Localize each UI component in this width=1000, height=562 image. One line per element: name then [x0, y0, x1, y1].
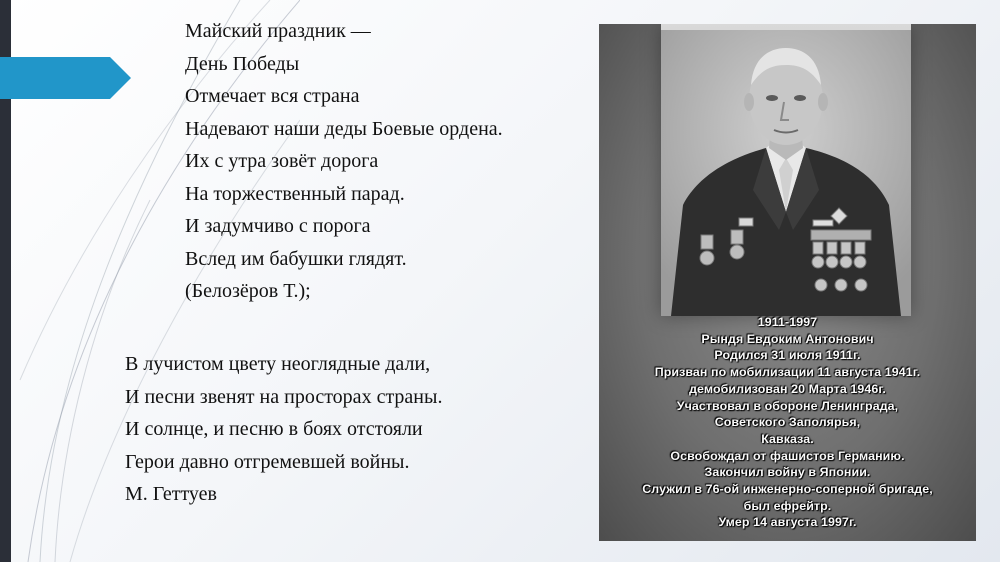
- poem-line: Отмечает вся страна: [185, 85, 360, 107]
- caption-line: был ефрейтр.: [743, 498, 832, 513]
- caption-line: Умер 14 августа 1997г.: [718, 515, 857, 530]
- caption-line: Призван по мобилизации 11 августа 1941г.: [654, 365, 921, 380]
- poem-line: Надевают наши деды Боевые ордена.: [185, 117, 503, 140]
- caption-line: Служил в 76-ой инженерно-соперной бригаде,: [642, 482, 933, 497]
- veteran-photo-card: [599, 24, 976, 541]
- caption-line: Участвовал в обороне Ленинграда,: [676, 398, 899, 413]
- veteran-portrait-image: [661, 30, 911, 316]
- caption-line: Кавказа.: [761, 431, 814, 446]
- poem-line: Герои давно отгремевшей войны.: [125, 450, 410, 473]
- arrow-pentagon-icon: [0, 57, 131, 99]
- poem-line: День Победы: [185, 52, 300, 75]
- poem-line: И песни звенят на просторах страны.: [125, 385, 443, 408]
- veteran-biography-caption: [599, 314, 976, 531]
- poem-author: (Белозёров Т.);: [185, 280, 311, 302]
- poem-author: М. Геттуев: [125, 483, 217, 505]
- caption-line: 1911-1997: [757, 315, 818, 329]
- caption-line: демобилизован 20 Марта 1946г.: [689, 381, 886, 396]
- poem-line: И задумчиво с порога: [185, 215, 371, 237]
- caption-line: Советского Заполярья,: [714, 415, 861, 430]
- caption-line: Родился 31 июля 1911г.: [714, 348, 861, 363]
- poem-stanza-2: [125, 348, 442, 511]
- poem-line: И солнце, и песню в боях отстояли: [125, 418, 423, 440]
- poem-line: Майский праздник —: [185, 20, 371, 42]
- caption-line: Рындя Евдоким Антонович: [701, 331, 874, 346]
- poem-line: В лучистом цвету неоглядные дали,: [125, 353, 431, 375]
- caption-line: Закончил войну в Японии.: [704, 465, 871, 480]
- caption-line: Освобождал от фашистов Германию.: [670, 448, 905, 463]
- poem-line: Их с утра зовёт дорога: [185, 150, 379, 172]
- poem-line: Вслед им бабушки глядят.: [185, 247, 407, 270]
- poem-line: На торжественный парад.: [185, 182, 405, 205]
- poem-stanza-1: [185, 15, 503, 308]
